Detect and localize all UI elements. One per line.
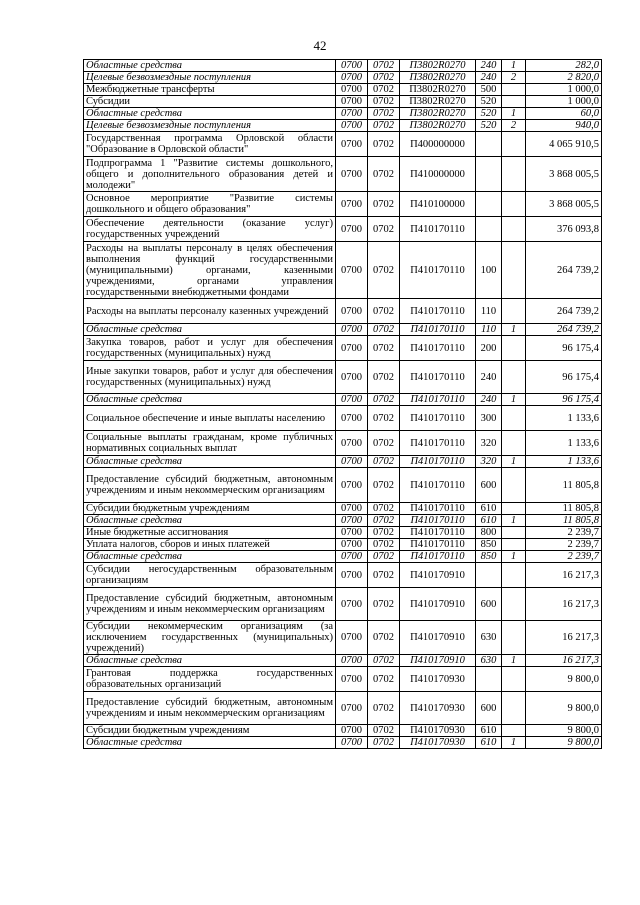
row-source: 1 bbox=[502, 515, 526, 527]
row-source bbox=[502, 725, 526, 737]
row-csr: П410170110 bbox=[400, 217, 476, 242]
row-razdel: 0700 bbox=[336, 539, 368, 551]
table-row bbox=[84, 108, 602, 120]
row-name: Субсидии бюджетным учреждениям bbox=[84, 725, 336, 737]
table-row bbox=[84, 725, 602, 737]
row-razdel: 0700 bbox=[336, 132, 368, 157]
row-razdel: 0700 bbox=[336, 468, 368, 503]
row-name: Подпрограмма 1 "Развитие системы дошкольного, общего и дополнительного образования детей и молодежи" bbox=[84, 157, 336, 192]
row-csr: П3802R0270 bbox=[400, 60, 476, 72]
row-csr: П410170910 bbox=[400, 621, 476, 655]
row-csr: П410170930 bbox=[400, 667, 476, 692]
row-csr: П3802R0270 bbox=[400, 120, 476, 132]
row-csr: П410170110 bbox=[400, 527, 476, 539]
row-podrazdel: 0702 bbox=[368, 120, 400, 132]
row-podrazdel: 0702 bbox=[368, 551, 400, 563]
row-razdel: 0700 bbox=[336, 406, 368, 431]
row-podrazdel: 0702 bbox=[368, 588, 400, 621]
row-csr: П410170110 bbox=[400, 456, 476, 468]
row-sum: 1 133,6 bbox=[526, 406, 602, 431]
row-vr: 610 bbox=[476, 737, 502, 749]
row-csr: П410000000 bbox=[400, 157, 476, 192]
page-number: 42 bbox=[313, 38, 327, 53]
row-source: 1 bbox=[502, 324, 526, 336]
row-csr: П410170110 bbox=[400, 431, 476, 456]
row-razdel: 0700 bbox=[336, 299, 368, 324]
row-razdel: 0700 bbox=[336, 737, 368, 749]
row-source: 2 bbox=[502, 72, 526, 84]
row-podrazdel: 0702 bbox=[368, 667, 400, 692]
row-sum: 3 868 005,5 bbox=[526, 157, 602, 192]
row-source bbox=[502, 96, 526, 108]
row-csr: П3802R0270 bbox=[400, 96, 476, 108]
row-vr: 630 bbox=[476, 655, 502, 667]
row-podrazdel: 0702 bbox=[368, 515, 400, 527]
row-podrazdel: 0702 bbox=[368, 361, 400, 394]
row-name: Основное мероприятие "Развитие системы дошкольного и общего образования" bbox=[84, 192, 336, 217]
row-csr: П410170110 bbox=[400, 242, 476, 299]
row-podrazdel: 0702 bbox=[368, 621, 400, 655]
row-source: 2 bbox=[502, 120, 526, 132]
table-row bbox=[84, 621, 602, 655]
row-razdel: 0700 bbox=[336, 72, 368, 84]
table-row bbox=[84, 120, 602, 132]
table-row bbox=[84, 737, 602, 749]
row-razdel: 0700 bbox=[336, 242, 368, 299]
row-name: Областные средства bbox=[84, 515, 336, 527]
row-sum: 2 239,7 bbox=[526, 527, 602, 539]
row-podrazdel: 0702 bbox=[368, 539, 400, 551]
row-podrazdel: 0702 bbox=[368, 431, 400, 456]
row-razdel: 0700 bbox=[336, 431, 368, 456]
table-row bbox=[84, 692, 602, 725]
row-vr: 240 bbox=[476, 60, 502, 72]
table-row bbox=[84, 336, 602, 361]
row-source: 1 bbox=[502, 60, 526, 72]
row-razdel: 0700 bbox=[336, 192, 368, 217]
row-razdel: 0700 bbox=[336, 157, 368, 192]
row-sum: 9 800,0 bbox=[526, 692, 602, 725]
row-podrazdel: 0702 bbox=[368, 132, 400, 157]
row-source: 1 bbox=[502, 655, 526, 667]
row-source bbox=[502, 503, 526, 515]
row-sum: 11 805,8 bbox=[526, 503, 602, 515]
row-vr: 500 bbox=[476, 84, 502, 96]
table-row bbox=[84, 515, 602, 527]
row-sum: 4 065 910,5 bbox=[526, 132, 602, 157]
row-source bbox=[502, 132, 526, 157]
row-name: Целевые безвозмездные поступления bbox=[84, 120, 336, 132]
row-name: Расходы на выплаты персоналу казенных учреждений bbox=[84, 299, 336, 324]
row-csr: П3802R0270 bbox=[400, 84, 476, 96]
row-sum: 1 133,6 bbox=[526, 456, 602, 468]
row-podrazdel: 0702 bbox=[368, 468, 400, 503]
row-podrazdel: 0702 bbox=[368, 72, 400, 84]
row-podrazdel: 0702 bbox=[368, 157, 400, 192]
row-name: Областные средства bbox=[84, 394, 336, 406]
table-row bbox=[84, 324, 602, 336]
row-vr: 200 bbox=[476, 336, 502, 361]
row-name: Закупка товаров, работ и услуг для обеспечения государственных (муниципальных) нужд bbox=[84, 336, 336, 361]
row-podrazdel: 0702 bbox=[368, 217, 400, 242]
row-csr: П410170110 bbox=[400, 515, 476, 527]
table-row bbox=[84, 655, 602, 667]
row-vr bbox=[476, 192, 502, 217]
row-source bbox=[502, 217, 526, 242]
row-name: Предоставление субсидий бюджетным, автономным учреждениям и иным некоммерческим организациям bbox=[84, 468, 336, 503]
row-sum: 1 000,0 bbox=[526, 84, 602, 96]
row-podrazdel: 0702 bbox=[368, 60, 400, 72]
row-razdel: 0700 bbox=[336, 324, 368, 336]
table-row bbox=[84, 84, 602, 96]
row-csr: П400000000 bbox=[400, 132, 476, 157]
row-sum: 9 800,0 bbox=[526, 725, 602, 737]
row-razdel: 0700 bbox=[336, 84, 368, 96]
row-podrazdel: 0702 bbox=[368, 324, 400, 336]
row-vr: 600 bbox=[476, 468, 502, 503]
row-name: Уплата налогов, сборов и иных платежей bbox=[84, 539, 336, 551]
budget-table-body bbox=[84, 60, 602, 749]
row-source bbox=[502, 157, 526, 192]
row-csr: П3802R0270 bbox=[400, 72, 476, 84]
row-name: Областные средства bbox=[84, 324, 336, 336]
row-razdel: 0700 bbox=[336, 588, 368, 621]
row-csr: П410170110 bbox=[400, 324, 476, 336]
row-podrazdel: 0702 bbox=[368, 299, 400, 324]
row-vr: 110 bbox=[476, 299, 502, 324]
table-row bbox=[84, 299, 602, 324]
row-sum: 940,0 bbox=[526, 120, 602, 132]
row-sum: 264 739,2 bbox=[526, 324, 602, 336]
row-source: 1 bbox=[502, 551, 526, 563]
row-sum: 16 217,3 bbox=[526, 621, 602, 655]
row-csr: П410170930 bbox=[400, 725, 476, 737]
table-row bbox=[84, 527, 602, 539]
row-csr: П410170110 bbox=[400, 299, 476, 324]
row-name: Иные закупки товаров, работ и услуг для обеспечения государственных (муниципальных) нужд bbox=[84, 361, 336, 394]
row-name: Расходы на выплаты персоналу в целях обеспечения выполнения функций государственными (муниципальными) органами, казенными учреждениями, органами управления государственными внебюджетными фондами bbox=[84, 242, 336, 299]
row-podrazdel: 0702 bbox=[368, 406, 400, 431]
row-name: Субсидии bbox=[84, 96, 336, 108]
row-source bbox=[502, 299, 526, 324]
row-vr: 320 bbox=[476, 456, 502, 468]
row-sum: 3 868 005,5 bbox=[526, 192, 602, 217]
row-vr: 100 bbox=[476, 242, 502, 299]
row-sum: 16 217,3 bbox=[526, 563, 602, 588]
row-podrazdel: 0702 bbox=[368, 96, 400, 108]
row-csr: П410170930 bbox=[400, 692, 476, 725]
table-row bbox=[84, 217, 602, 242]
table-row bbox=[84, 667, 602, 692]
row-source bbox=[502, 242, 526, 299]
row-vr: 600 bbox=[476, 588, 502, 621]
row-vr: 600 bbox=[476, 692, 502, 725]
row-vr: 520 bbox=[476, 120, 502, 132]
row-vr bbox=[476, 563, 502, 588]
row-csr: П410170110 bbox=[400, 503, 476, 515]
row-sum: 16 217,3 bbox=[526, 655, 602, 667]
row-razdel: 0700 bbox=[336, 551, 368, 563]
row-sum: 96 175,4 bbox=[526, 361, 602, 394]
row-razdel: 0700 bbox=[336, 361, 368, 394]
table-row bbox=[84, 192, 602, 217]
row-name: Областные средства bbox=[84, 551, 336, 563]
row-csr: П410170110 bbox=[400, 468, 476, 503]
row-vr: 300 bbox=[476, 406, 502, 431]
row-source bbox=[502, 527, 526, 539]
table-row bbox=[84, 539, 602, 551]
row-csr: П410170110 bbox=[400, 361, 476, 394]
row-sum: 16 217,3 bbox=[526, 588, 602, 621]
row-razdel: 0700 bbox=[336, 692, 368, 725]
row-vr: 320 bbox=[476, 431, 502, 456]
row-source bbox=[502, 431, 526, 456]
row-podrazdel: 0702 bbox=[368, 527, 400, 539]
row-razdel: 0700 bbox=[336, 621, 368, 655]
table-row bbox=[84, 242, 602, 299]
table-row bbox=[84, 361, 602, 394]
row-name: Субсидии бюджетным учреждениям bbox=[84, 503, 336, 515]
row-source bbox=[502, 667, 526, 692]
row-name: Предоставление субсидий бюджетным, автономным учреждениям и иным некоммерческим организациям bbox=[84, 588, 336, 621]
row-sum: 264 739,2 bbox=[526, 299, 602, 324]
row-name: Грантовая поддержка государственных образовательных организаций bbox=[84, 667, 336, 692]
row-csr: П410100000 bbox=[400, 192, 476, 217]
row-name: Социальные выплаты гражданам, кроме публичных нормативных социальных выплат bbox=[84, 431, 336, 456]
row-name: Областные средства bbox=[84, 456, 336, 468]
row-razdel: 0700 bbox=[336, 515, 368, 527]
row-vr: 240 bbox=[476, 394, 502, 406]
row-sum: 264 739,2 bbox=[526, 242, 602, 299]
row-vr: 240 bbox=[476, 361, 502, 394]
row-podrazdel: 0702 bbox=[368, 692, 400, 725]
row-source bbox=[502, 539, 526, 551]
row-name: Субсидии негосударственным образовательным организациям bbox=[84, 563, 336, 588]
row-razdel: 0700 bbox=[336, 563, 368, 588]
row-source bbox=[502, 621, 526, 655]
row-razdel: 0700 bbox=[336, 394, 368, 406]
table-row bbox=[84, 157, 602, 192]
row-csr: П410170110 bbox=[400, 336, 476, 361]
row-podrazdel: 0702 bbox=[368, 394, 400, 406]
row-vr: 850 bbox=[476, 551, 502, 563]
row-source: 1 bbox=[502, 394, 526, 406]
table-row bbox=[84, 503, 602, 515]
row-podrazdel: 0702 bbox=[368, 192, 400, 217]
row-vr: 110 bbox=[476, 324, 502, 336]
row-sum: 2 239,7 bbox=[526, 551, 602, 563]
row-sum: 2 239,7 bbox=[526, 539, 602, 551]
row-vr: 610 bbox=[476, 515, 502, 527]
row-razdel: 0700 bbox=[336, 503, 368, 515]
row-name: Государственная программа Орловской области "Образование в Орловской области" bbox=[84, 132, 336, 157]
row-csr: П410170110 bbox=[400, 551, 476, 563]
row-sum: 1 000,0 bbox=[526, 96, 602, 108]
row-vr bbox=[476, 157, 502, 192]
row-razdel: 0700 bbox=[336, 60, 368, 72]
table-row bbox=[84, 60, 602, 72]
row-vr: 850 bbox=[476, 539, 502, 551]
row-podrazdel: 0702 bbox=[368, 108, 400, 120]
row-csr: П410170930 bbox=[400, 737, 476, 749]
row-razdel: 0700 bbox=[336, 120, 368, 132]
row-sum: 60,0 bbox=[526, 108, 602, 120]
row-sum: 376 093,8 bbox=[526, 217, 602, 242]
row-razdel: 0700 bbox=[336, 725, 368, 737]
row-source bbox=[502, 192, 526, 217]
row-vr: 800 bbox=[476, 527, 502, 539]
row-razdel: 0700 bbox=[336, 108, 368, 120]
row-source bbox=[502, 588, 526, 621]
row-vr: 630 bbox=[476, 621, 502, 655]
row-sum: 1 133,6 bbox=[526, 431, 602, 456]
row-vr bbox=[476, 667, 502, 692]
row-source bbox=[502, 406, 526, 431]
row-podrazdel: 0702 bbox=[368, 725, 400, 737]
table-row bbox=[84, 394, 602, 406]
table-row bbox=[84, 132, 602, 157]
row-source bbox=[502, 361, 526, 394]
row-podrazdel: 0702 bbox=[368, 456, 400, 468]
row-csr: П410170910 bbox=[400, 563, 476, 588]
row-vr: 520 bbox=[476, 96, 502, 108]
row-razdel: 0700 bbox=[336, 456, 368, 468]
row-source: 1 bbox=[502, 456, 526, 468]
table-row bbox=[84, 96, 602, 108]
row-razdel: 0700 bbox=[336, 217, 368, 242]
row-csr: П410170910 bbox=[400, 655, 476, 667]
budget-table bbox=[83, 59, 602, 749]
row-csr: П410170110 bbox=[400, 406, 476, 431]
table-row bbox=[84, 563, 602, 588]
row-vr bbox=[476, 132, 502, 157]
row-sum: 11 805,8 bbox=[526, 515, 602, 527]
table-row bbox=[84, 72, 602, 84]
table-row bbox=[84, 468, 602, 503]
row-razdel: 0700 bbox=[336, 667, 368, 692]
row-source bbox=[502, 336, 526, 361]
row-csr: П410170910 bbox=[400, 588, 476, 621]
row-csr: П410170110 bbox=[400, 394, 476, 406]
row-name: Целевые безвозмездные поступления bbox=[84, 72, 336, 84]
row-vr bbox=[476, 217, 502, 242]
row-vr: 240 bbox=[476, 72, 502, 84]
row-podrazdel: 0702 bbox=[368, 655, 400, 667]
row-sum: 9 800,0 bbox=[526, 667, 602, 692]
row-csr: П410170110 bbox=[400, 539, 476, 551]
row-source bbox=[502, 468, 526, 503]
row-podrazdel: 0702 bbox=[368, 737, 400, 749]
row-source bbox=[502, 692, 526, 725]
row-name: Межбюджетные трансферты bbox=[84, 84, 336, 96]
row-sum: 11 805,8 bbox=[526, 468, 602, 503]
table-row bbox=[84, 588, 602, 621]
row-source bbox=[502, 563, 526, 588]
row-razdel: 0700 bbox=[336, 336, 368, 361]
row-name: Областные средства bbox=[84, 108, 336, 120]
row-vr: 610 bbox=[476, 725, 502, 737]
row-name: Областные средства bbox=[84, 60, 336, 72]
row-sum: 2 820,0 bbox=[526, 72, 602, 84]
row-source bbox=[502, 84, 526, 96]
row-razdel: 0700 bbox=[336, 655, 368, 667]
row-name: Областные средства bbox=[84, 737, 336, 749]
row-sum: 96 175,4 bbox=[526, 394, 602, 406]
row-vr: 610 bbox=[476, 503, 502, 515]
row-sum: 9 800,0 bbox=[526, 737, 602, 749]
row-razdel: 0700 bbox=[336, 527, 368, 539]
row-name: Обеспечение деятельности (оказание услуг) государственных учреждений bbox=[84, 217, 336, 242]
row-razdel: 0700 bbox=[336, 96, 368, 108]
row-name: Областные средства bbox=[84, 655, 336, 667]
row-vr: 520 bbox=[476, 108, 502, 120]
row-podrazdel: 0702 bbox=[368, 563, 400, 588]
row-sum: 96 175,4 bbox=[526, 336, 602, 361]
row-source: 1 bbox=[502, 737, 526, 749]
row-podrazdel: 0702 bbox=[368, 336, 400, 361]
table-row bbox=[84, 551, 602, 563]
table-row bbox=[84, 406, 602, 431]
row-podrazdel: 0702 bbox=[368, 242, 400, 299]
row-sum: 282,0 bbox=[526, 60, 602, 72]
row-name: Предоставление субсидий бюджетным, автономным учреждениям и иным некоммерческим организациям bbox=[84, 692, 336, 725]
row-csr: П3802R0270 bbox=[400, 108, 476, 120]
table-row bbox=[84, 456, 602, 468]
row-source: 1 bbox=[502, 108, 526, 120]
table-row bbox=[84, 431, 602, 456]
row-name: Социальное обеспечение и иные выплаты населению bbox=[84, 406, 336, 431]
row-name: Иные бюджетные ассигнования bbox=[84, 527, 336, 539]
row-podrazdel: 0702 bbox=[368, 84, 400, 96]
row-podrazdel: 0702 bbox=[368, 503, 400, 515]
row-name: Субсидии некоммерческим организациям (за исключением государственных (муниципальных) учреждений) bbox=[84, 621, 336, 655]
